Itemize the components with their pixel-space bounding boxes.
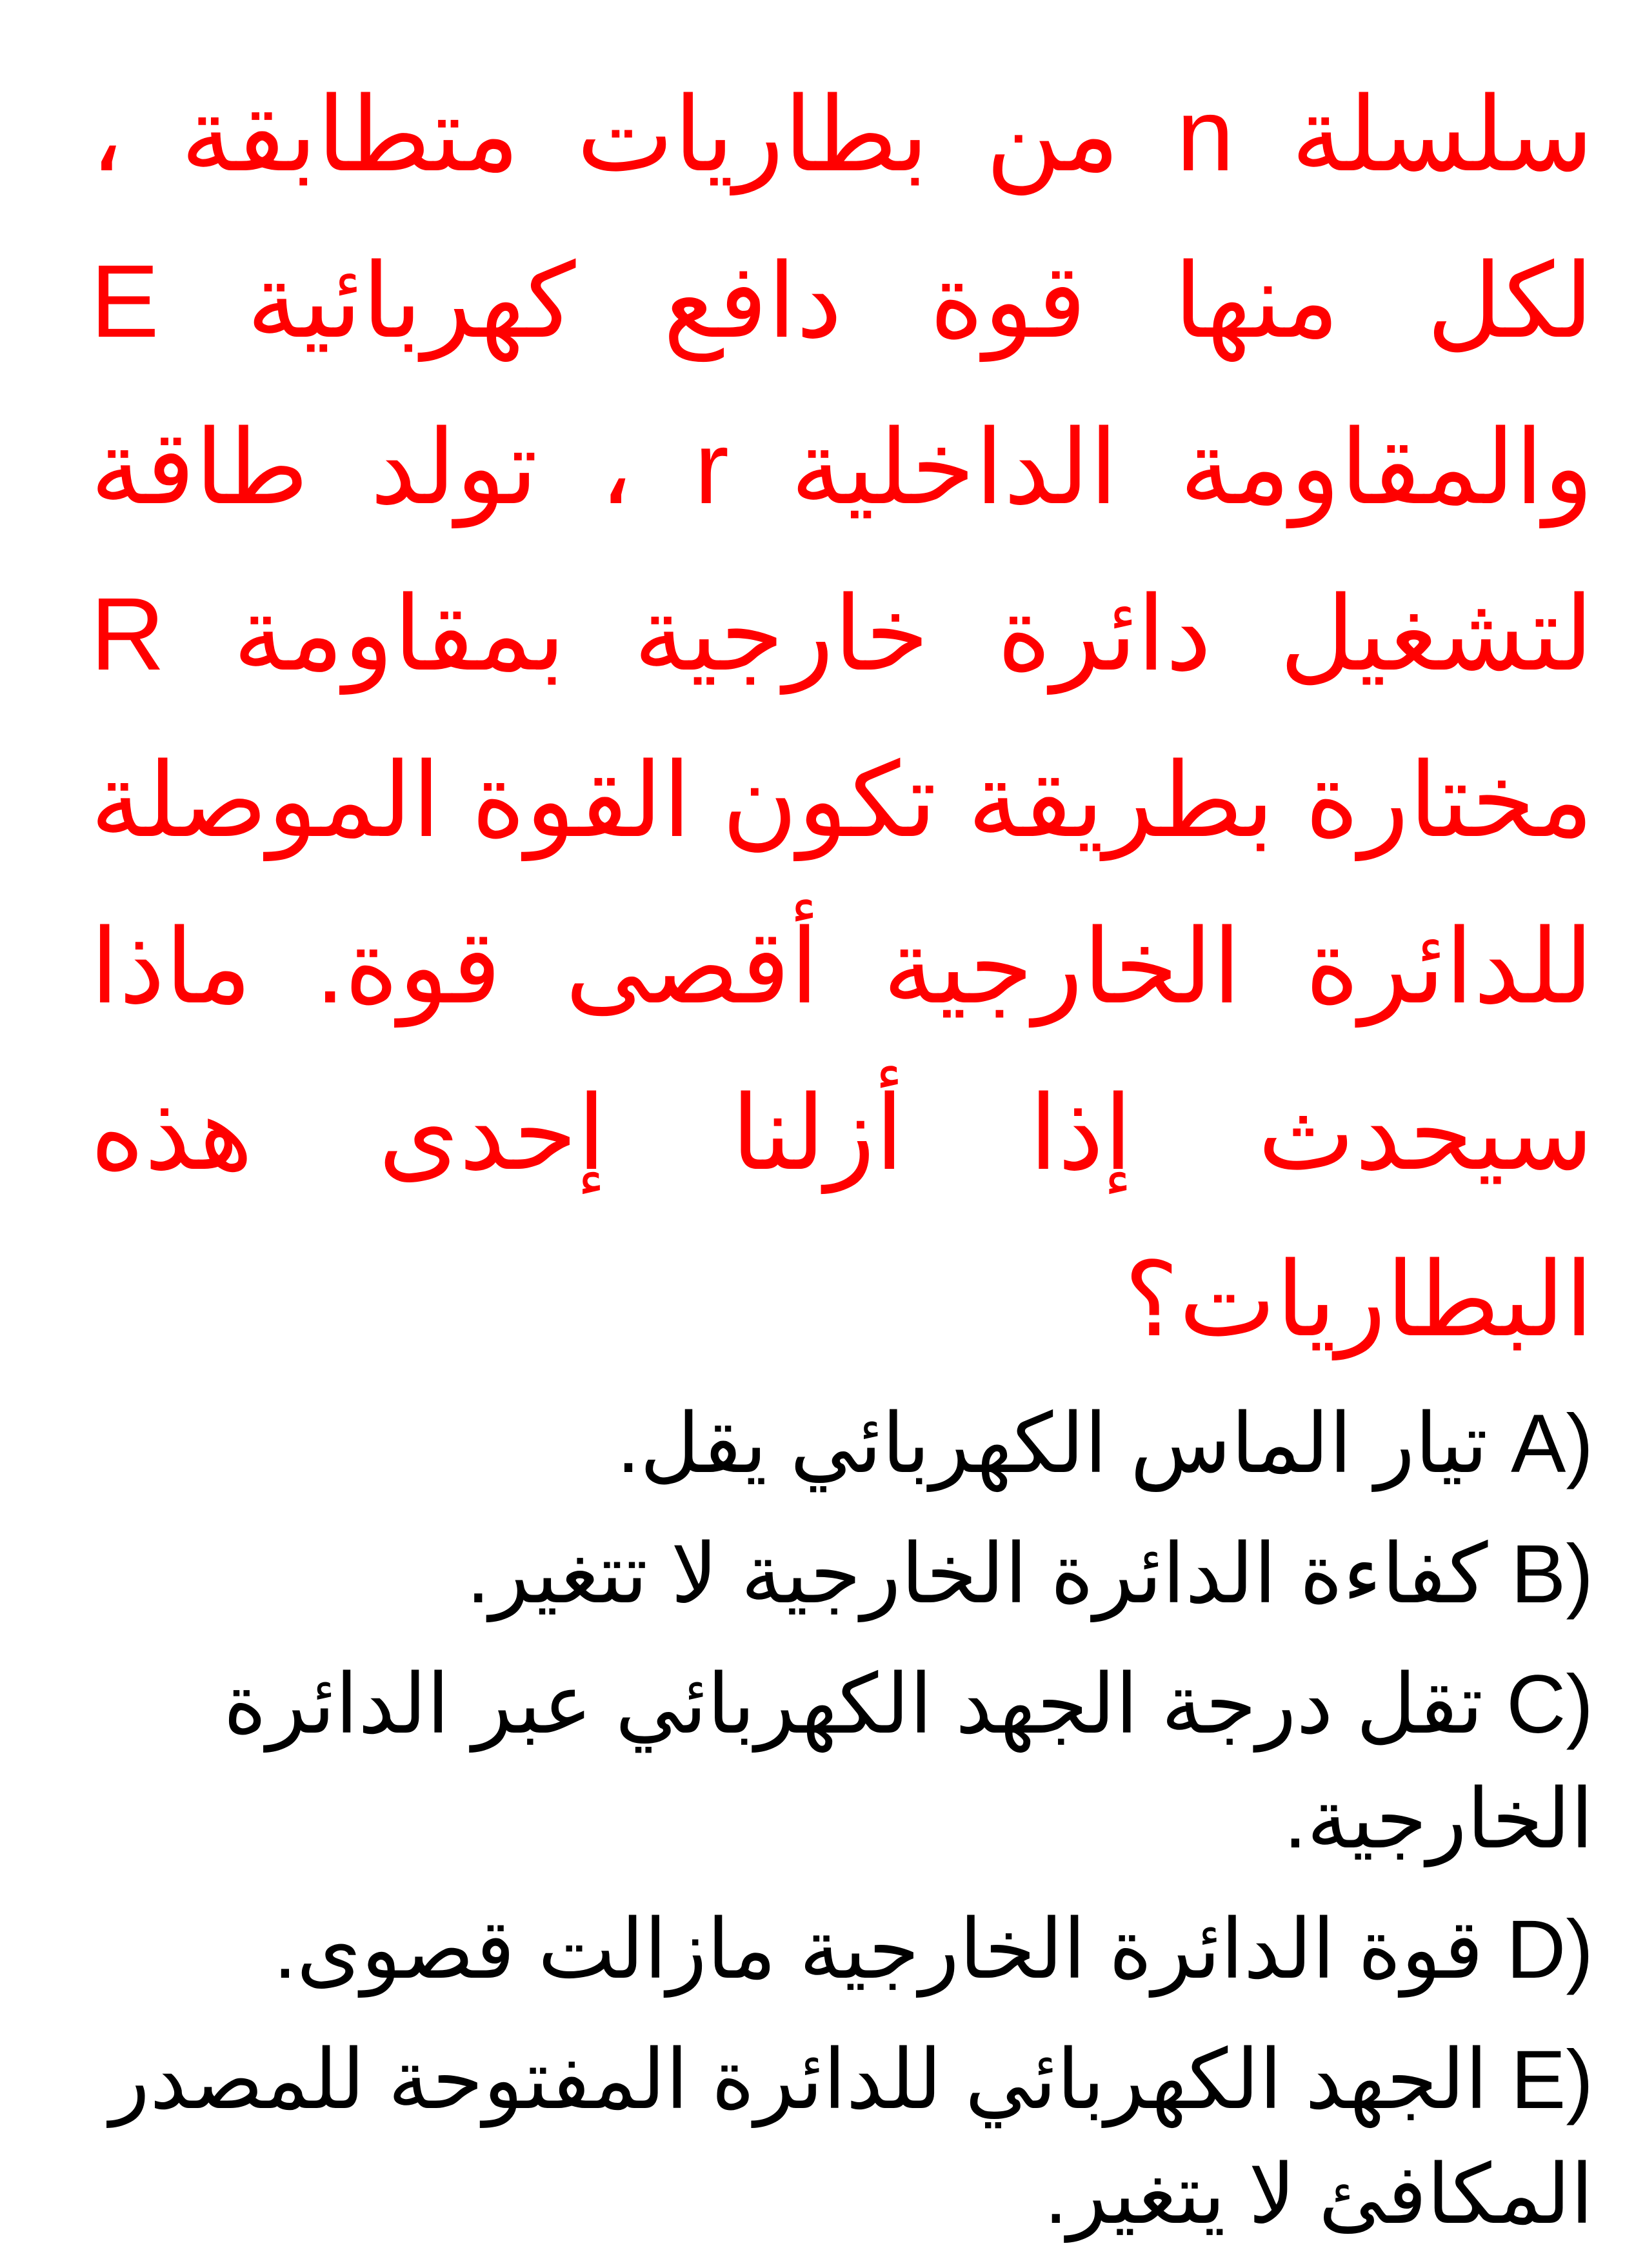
option-d-text: قوة الدائرة الخارجية مازالت قصوى. xyxy=(274,1904,1484,1996)
option-c[interactable] xyxy=(90,1647,1593,1877)
question-page xyxy=(90,52,1593,2268)
option-d[interactable] xyxy=(90,1893,1593,2007)
option-b-text: كفاءة الدائرة الخارجية لا تتغير. xyxy=(466,1528,1488,1620)
option-b[interactable] xyxy=(90,1517,1593,1632)
question-text: سلسلة n من بطاريات متطابقة ، لكل منها قوة دافع كهربائية E والمقاومة الداخلية r ، تولد طاقة لتشغيل دائرة خارجية بمقاومة R مختارة بطريقة تكون القوة الموصلة للدائرة الخارجية أقصى قوة. ماذا سيحدث إذا أزلنا إحدى هذه البطاريات؟ xyxy=(90,77,1593,1357)
option-a-text: تيار الماس الكهربائي يقل. xyxy=(617,1398,1488,1490)
option-e[interactable] xyxy=(90,2023,1593,2253)
option-b-letter: B) xyxy=(1511,1528,1593,1620)
option-c-text: تقل درجة الجهد الكهربائي عبر الدائرة الخارجية. xyxy=(223,1658,1593,1865)
option-a[interactable] xyxy=(90,1387,1593,1502)
option-d-letter: D) xyxy=(1506,1904,1593,1996)
option-e-text: الجهد الكهربائي للدائرة المفتوحة للمصدر المكافئ لا يتغير. xyxy=(110,2034,1593,2241)
option-e-letter: E) xyxy=(1511,2034,1593,2126)
answer-options xyxy=(90,1387,1593,2253)
option-c-letter: C) xyxy=(1506,1658,1593,1751)
option-a-letter: A) xyxy=(1511,1398,1593,1490)
